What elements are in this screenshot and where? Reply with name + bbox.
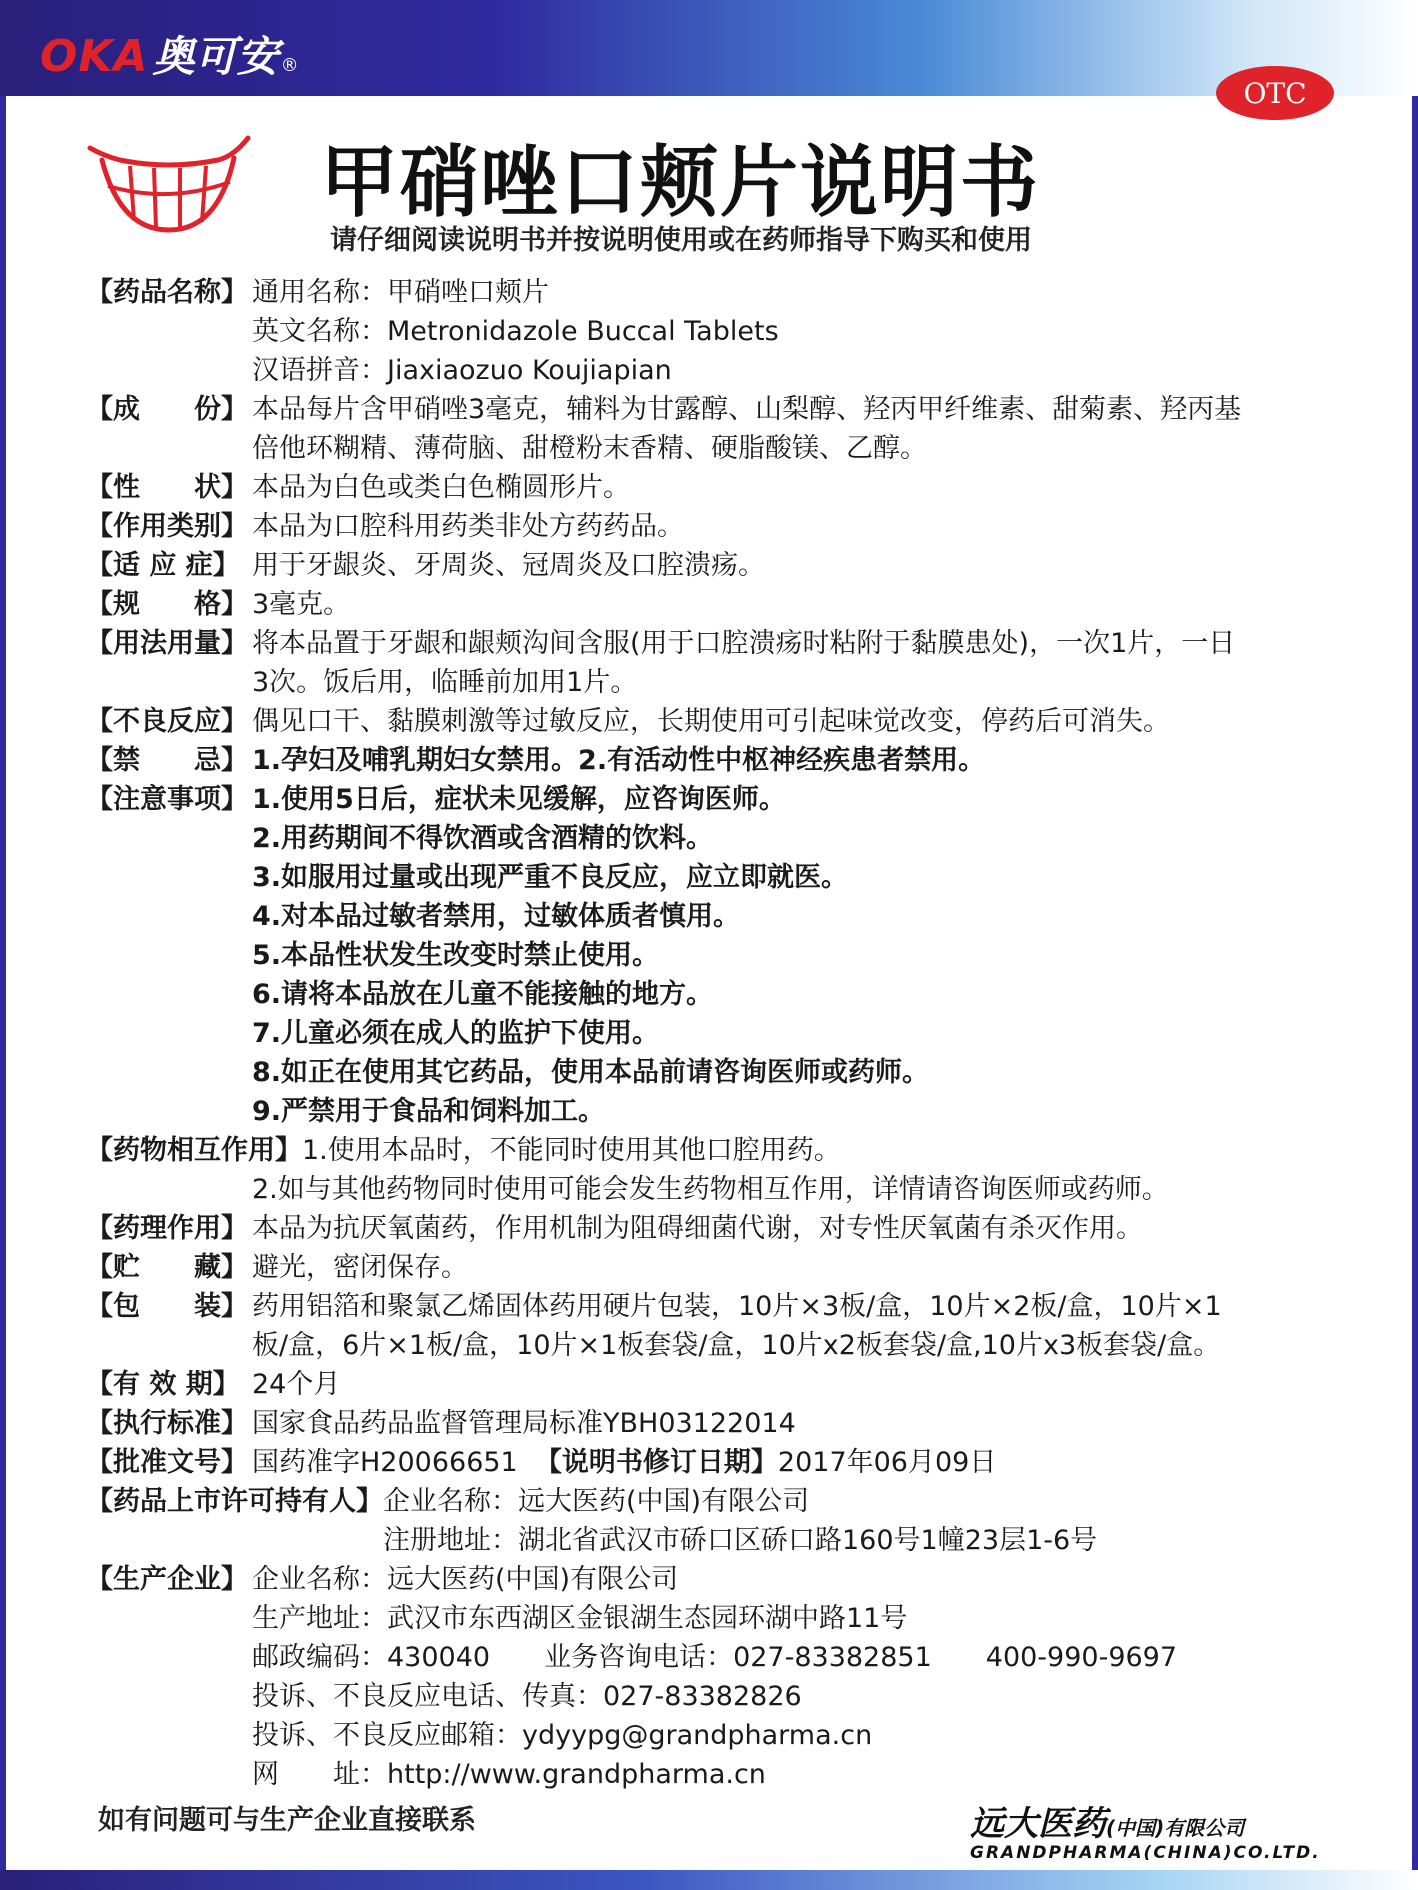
section-line: 国家食品药品监督管理局标准YBH03122014	[252, 1408, 796, 1439]
precaution-item: 2.用药期间不得饮酒或含酒精的饮料。	[252, 823, 714, 854]
section-drug-name	[86, 273, 1336, 390]
company-name-en: GRANDPHARMA(CHINA)CO.LTD.	[970, 1843, 1321, 1863]
smile-icon	[84, 130, 254, 240]
section-line: 注册地址：湖北省武汉市硚口区硚口路160号1幢23层1-6号	[383, 1525, 1098, 1556]
section-label: 【用法用量】	[86, 628, 248, 659]
section-label: 【药品名称】	[86, 277, 248, 308]
approval-number: 国药准字H20066651	[252, 1447, 518, 1478]
section-validity	[86, 1365, 1336, 1404]
contact-note: 如有问题可与生产企业直接联系	[98, 1805, 476, 1836]
section-manufacturer	[86, 1560, 1336, 1794]
brand-chinese: 奥可安	[152, 32, 279, 81]
section-line: 汉语拼音：Jiaxiaozuo Koujiapian	[252, 355, 672, 386]
section-license-holder	[86, 1482, 1336, 1560]
section-label: 【药品上市许可持有人】	[86, 1486, 383, 1517]
registered-mark: ®	[280, 55, 299, 76]
section-storage	[86, 1248, 1336, 1287]
section-line: 3毫克。	[252, 589, 351, 620]
section-label: 【成 份】	[86, 394, 248, 425]
section-label: 【规 格】	[86, 589, 248, 620]
section-label: 【执行标准】	[86, 1408, 248, 1439]
right-border	[1412, 96, 1418, 1870]
section-label: 【有 效 期】	[86, 1369, 240, 1400]
otc-badge: OTC	[1216, 66, 1334, 120]
section-line: 投诉、不良反应邮箱：ydyypg@grandpharma.cn	[252, 1720, 873, 1751]
section-package	[86, 1287, 1336, 1365]
section-pharmacology	[86, 1209, 1336, 1248]
section-line: 网 址：http://www.grandpharma.cn	[252, 1759, 766, 1790]
section-line: 用于牙龈炎、牙周炎、冠周炎及口腔溃疡。	[252, 550, 765, 581]
section-line: 本品每片含甲硝唑3毫克，辅料为甘露醇、山梨醇、羟丙甲纤维素、甜菊素、羟丙基	[252, 394, 1242, 425]
section-line: 本品为抗厌氧菌药，作用机制为阻碍细菌代谢，对专性厌氧菌有杀灭作用。	[252, 1213, 1143, 1244]
precaution-item: 4.对本品过敏者禁用，过敏体质者慎用。	[252, 901, 741, 932]
section-line: 本品为白色或类白色椭圆形片。	[252, 472, 630, 503]
section-precautions	[86, 780, 1336, 1131]
section-label: 【贮 藏】	[86, 1252, 248, 1283]
company-name-main: 远大医药	[970, 1804, 1106, 1844]
section-line: 偶见口干、黏膜刺激等过敏反应，长期使用可引起味觉改变，停药后可消失。	[252, 706, 1170, 737]
document-title: 甲硝唑口颊片说明书	[320, 137, 1041, 228]
precaution-item: 8.如正在使用其它药品，使用本品前请咨询医师或药师。	[252, 1057, 930, 1088]
precaution-item: 3.如服用过量或出现严重不良反应，应立即就医。	[252, 862, 849, 893]
section-line: 企业名称：远大医药(中国)有限公司	[383, 1486, 810, 1517]
brand-latin: OKA	[40, 31, 149, 82]
precaution-item: 6.请将本品放在儿童不能接触的地方。	[252, 979, 714, 1010]
precaution-item: 1.使用5日后，症状未见缓解，应咨询医师。	[252, 784, 786, 815]
section-label: 【禁 忌】	[86, 745, 248, 776]
left-border	[0, 96, 6, 1870]
section-appearance	[86, 468, 1336, 507]
section-line: 将本品置于牙龈和龈颊沟间含服(用于口腔溃疡时粘附于黏膜患处)，一次1片，一日	[252, 628, 1236, 659]
leaflet-sections	[86, 273, 1336, 1794]
brand-logo	[40, 24, 299, 84]
approval-line	[252, 1443, 1336, 1482]
section-spec	[86, 585, 1336, 624]
section-line: 投诉、不良反应电话、传真：027-83382826	[252, 1681, 802, 1712]
precaution-item: 9.严禁用于食品和饲料加工。	[252, 1096, 606, 1127]
section-line: 通用名称：甲硝唑口颊片	[252, 277, 549, 308]
footer-band	[0, 1870, 1418, 1890]
section-line: 本品为口腔科用药类非处方药药品。	[252, 511, 684, 542]
section-label: 【适 应 症】	[86, 550, 240, 581]
document-subtitle: 请仔细阅读说明书并按说明使用或在药师指导下购买和使用	[330, 225, 1032, 256]
precaution-item: 5.本品性状发生改变时禁止使用。	[252, 940, 660, 971]
section-indication	[86, 546, 1336, 585]
section-line: 倍他环糊精、薄荷脑、甜橙粉末香精、硬脂酸镁、乙醇。	[252, 433, 927, 464]
section-line: 避光，密闭保存。	[252, 1252, 468, 1283]
section-composition	[86, 390, 1336, 468]
company-name-cn	[970, 1796, 1321, 1845]
section-contraindications	[86, 741, 1336, 780]
section-label: 【性 状】	[86, 472, 248, 503]
section-standard	[86, 1404, 1336, 1443]
revision-date: 2017年06月09日	[777, 1447, 997, 1478]
section-label: 【注意事项】	[86, 784, 248, 815]
revision-date-label: 【说明书修订日期】	[534, 1447, 778, 1478]
section-label: 【药物相互作用】	[86, 1135, 302, 1166]
company-name-suffix: (中国)有限公司	[1106, 1816, 1245, 1840]
section-label: 【包 装】	[86, 1291, 248, 1322]
section-label: 【作用类别】	[86, 511, 248, 542]
section-line: 邮政编码：430040 业务咨询电话：027-83382851 400-990-9697	[252, 1642, 1178, 1673]
section-line-with-label	[86, 1131, 1336, 1170]
section-line: 生产地址：武汉市东西湖区金银湖生态园环湖中路11号	[252, 1603, 908, 1634]
section-dosage	[86, 624, 1336, 702]
section-label: 【不良反应】	[86, 706, 248, 737]
section-line: 24个月	[252, 1369, 341, 1400]
section-line: 英文名称：Metronidazole Buccal Tablets	[252, 316, 779, 347]
section-line: 2.如与其他药物同时使用可能会发生药物相互作用，详情请咨询医师或药师。	[252, 1174, 1169, 1205]
section-interactions	[86, 1131, 1336, 1209]
section-approval	[86, 1443, 1336, 1482]
section-label: 【批准文号】	[86, 1447, 248, 1478]
section-adverse-reactions	[86, 702, 1336, 741]
section-label: 【生产企业】	[86, 1564, 248, 1595]
company-logo	[970, 1796, 1321, 1863]
section-label: 【药理作用】	[86, 1213, 248, 1244]
section-line: 企业名称：远大医药(中国)有限公司	[252, 1564, 679, 1595]
section-line: 3次。饭后用，临睡前加用1片。	[252, 667, 638, 698]
section-line: 1.使用本品时，不能同时使用其他口腔用药。	[302, 1135, 841, 1166]
precaution-item: 7.儿童必须在成人的监护下使用。	[252, 1018, 660, 1049]
section-line: 1.孕妇及哺乳期妇女禁用。2.有活动性中枢神经疾患者禁用。	[252, 745, 986, 776]
section-line: 药用铝箔和聚氯乙烯固体药用硬片包装，10片×3板/盒，10片×2板/盒，10片×1	[252, 1291, 1222, 1322]
section-category	[86, 507, 1336, 546]
section-line: 板/盒，6片×1板/盒，10片×1板套袋/盒，10片x2板套袋/盒,10片x3板套袋/盒。	[252, 1330, 1221, 1361]
